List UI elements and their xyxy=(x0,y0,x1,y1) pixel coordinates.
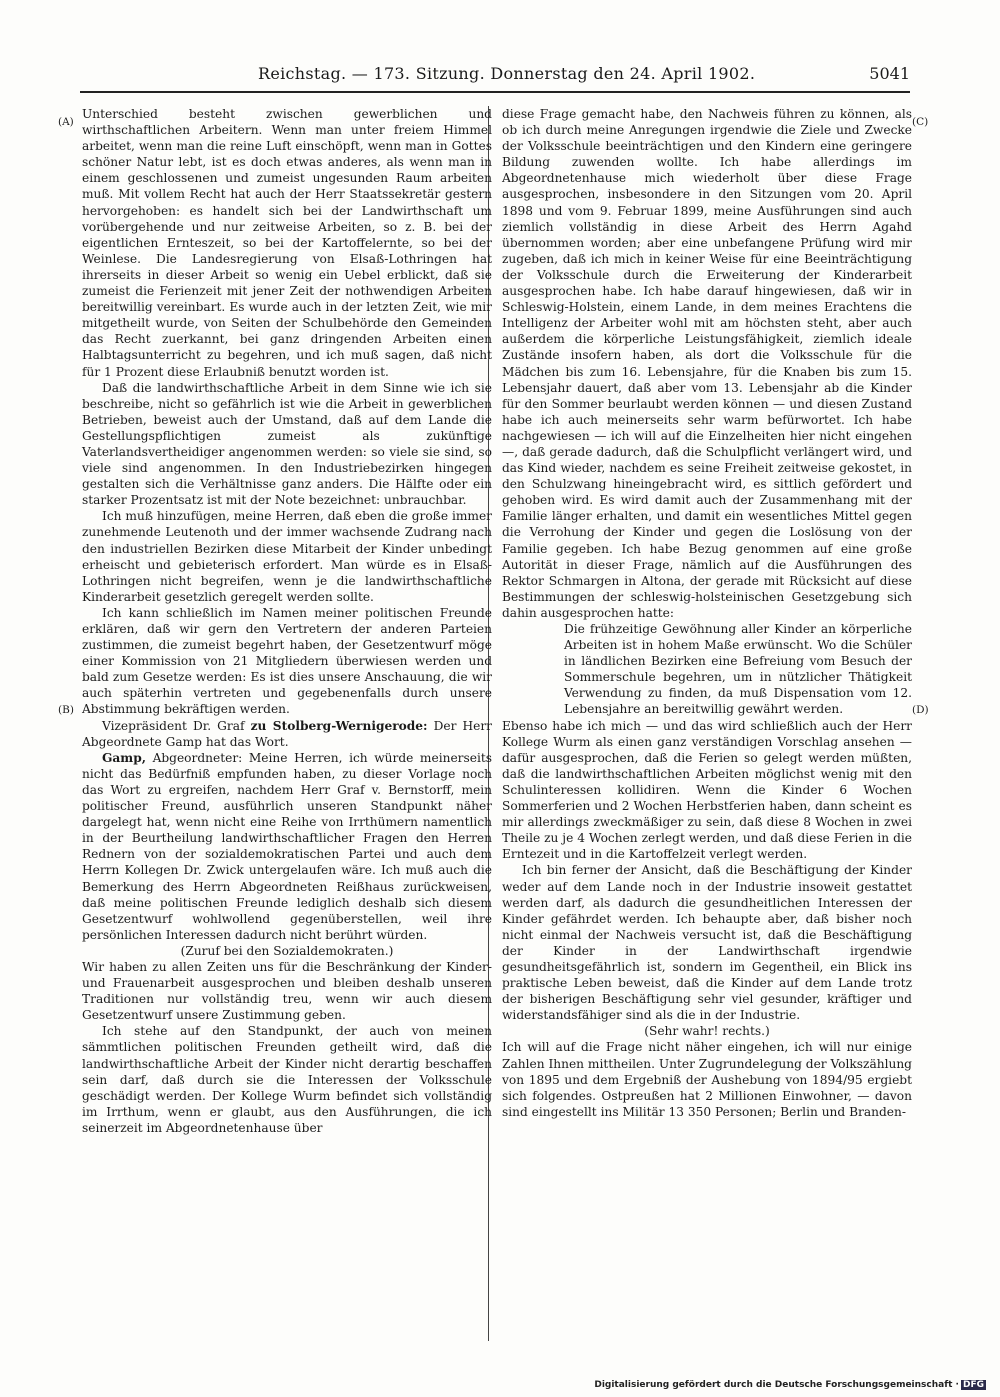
paragraph: Ich bin ferner der Ansicht, daß die Beschäftigung der Kinder weder auf dem Lande noch in der Industrie insoweit gestattet werden darf, als dadurch die gesundheitlichen Interessen der Kinder gefährdet werden. Ich behaupte aber, daß bisher noch nicht einmal der Nachweis versucht ist, daß die Beschäftigung der Kinder in der Landwirthschaft irgendwie gesundheitsgefährlich ist, sondern im Gegentheil, ein Blick ins praktische Leben beweist, daß die Kinder auf dem Lande trotz der bisherigen Beschäftigung sehr viel gesunder, kräftiger und widerstandsfähiger sind als die in der Industrie. xyxy=(502,863,912,1023)
margin-marker-a: (A) xyxy=(58,116,74,128)
speaker-paragraph xyxy=(82,718,492,750)
block-quote: Die frühzeitige Gewöhnung aller Kinder an körperliche Arbeiten ist in hohem Maße erwünscht. Wo die Schüler in ländlichen Bezirken eine Befreiung vom Besuch der Sommerschule begehren, um in nützlicher Thätigkeit Verwendung zu finden, da muß Dispensation vom 12. Lebensjahre an bereitwillig gewährt werden. xyxy=(564,622,912,717)
page-number: 5041 xyxy=(869,64,910,83)
speaker-name: zu Stolberg-Wernigerode: xyxy=(250,718,428,733)
paragraph: Ich will auf die Frage nicht näher eingehen, ich will nur einige Zahlen Ihnen mittheilen. Unter Zugrundelegung der Volkszählung von 1895 und dem Ergebniß der Aushebung von 1894/95 ergiebt sich folgendes. Ostpreußen hat 2 Millionen Einwohner, — davon sind eingestellt ins Militär 13 350 Personen; Berlin und Branden- xyxy=(502,1040,912,1119)
interjection: (Zuruf bei den Sozialdemokraten.) xyxy=(180,943,394,958)
paragraph: Ebenso habe ich mich — und das wird schließlich auch der Herr Kollege Wurm als einen ganz verständigen Vorschlag ansehen — dafür ausgesprochen, daß die Ferien so gelegt werden müßten, daß die landwirthschaftlichen Arbeiten möglichst wenig mit den Schulinteressen kollidiren. Wenn die Kinder 6 Wochen Sommerferien und 2 Wochen Herbstferien haben, dann scheint es mir allerdings zweckmäßiger zu sein, daß diese 8 Wochen in zwei Theile zu je 4 Wochen zerlegt werden, und daß diese Ferien in die Erntezeit und in die Kartoffelzeit verlegt werden. xyxy=(502,718,912,862)
header-rule xyxy=(80,91,910,93)
paragraph: Ich kann schließlich im Namen meiner politischen Freunde erklären, daß wir gern den Vertretern der anderen Parteien zustimmen, die zumeist begehrt haben, der Gesetzentwurf möge einer Kommission von 21 Mitgliedern überwiesen werden und bald zum Gesetze werden: Es ist dies unsere Anschauung, die wir auch späterhin vertreten und gegebenenfalls durch unsere Abstimmung bekräftigen werden. xyxy=(82,605,492,717)
digitization-footer xyxy=(594,1380,986,1390)
paragraph: diese Frage gemacht habe, den Nachweis führen zu können, als ob ich durch meine Anregungen irgendwie die Ziele und Zwecke der Volksschule beeinträchtigen und den Kindern eine geringere Bildung zuwenden wollte. Ich habe allerdings im Abgeordnetenhause mich wiederholt über diese Frage ausgesprochen, insbesondere in den Sitzungen vom 20. April 1898 und vom 9. Februar 1899, meine Ausführungen sind auch ziemlich vollständig in diese Arbeit des Herrn Agahd übernommen worden; aber eine unbefangene Prüfung wird mir zugeben, daß ich mich in keiner Weise für eine Beeinträchtigung der Volksschule durch die Erweiterung der Kinderarbeit ausgesprochen habe. Ich habe darauf hingewiesen, daß wir in Schleswig-Holstein, einem Lande, in dem meines Erachtens die Intelligenz der Arbeiter wohl mit am höchsten steht, aber auch außerdem die körperliche Leistungsfähigkeit, ziemlich ideale Zustände insofern haben, als dort die Volksschule für die Mädchen bis zum 16. Lebensjahre, für die Knaben bis zum 15. Lebensjahr dauert, daß aber vom 13. Lebensjahr ab die Kinder für den Sommer beurlaubt werden können — und diesen Zustand habe ich auch meinerseits sehr warm befürwortet. Ich habe nachgewiesen — ich will auf die Einzelheiten hier nicht eingehen —, daß gerade dadurch, daß die Schulpflicht verlängert wird, und das Kind wieder, nachdem es seine Freiheit zeitweise gekostet, in den Schulzwang hineingebracht wird, es sittlich gefördert und gehoben wird. Es wird damit auch der Zusammenhang mit der Familie länger erhalten, und damit ein wesentliches Mittel gegen die Verrohung der Kinder und gegen die Loslösung von der Familie gegeben. Ich habe Bezug genommen auf eine große Autorität in dieser Frage, nämlich auf die Ausführungen des Rektor Schmargen in Altona, der gerade mit Rücksicht auf diese Bestimmungen der schleswig-holsteinischen Gesetzgebung sich dahin ausgesprochen hatte: xyxy=(502,107,912,620)
paragraph: Ich muß hinzufügen, meine Herren, daß eben die große immer zunehmende Leutenoth und der immer wachsende Zudrang nach den industriellen Bezirken diese Mitarbeit der Kinder unbedingt erheischt und gebieterisch erfordert. Man würde es in Elsaß-Lothringen nicht begreifen, wenn je die landwirthschaftliche Kinderarbeit gesetzlich geregelt werden sollte. xyxy=(82,509,492,604)
interjection: (Sehr wahr! rechts.) xyxy=(644,1024,770,1039)
dfg-logo: DFG xyxy=(962,1380,984,1390)
footer-text: Digitalisierung gefördert durch die Deutsche Forschungsgemeinschaft · xyxy=(594,1380,959,1390)
speaker-title: Vizepräsident Dr. Graf xyxy=(102,718,245,733)
margin-marker-d: (D) xyxy=(912,704,929,716)
paragraph: Wir haben zu allen Zeiten uns für die Beschränkung der Kinder- und Frauenarbeit ausgesprochen und bleiben deshalb unseren Traditionen nur vollständig treu, wenn wir auch diesem Gesetzentwurf unsere Zustimmung geben. xyxy=(82,959,492,1023)
margin-marker-b: (B) xyxy=(58,704,74,716)
margin-marker-c: (C) xyxy=(912,116,929,128)
left-column xyxy=(82,106,492,1136)
right-column xyxy=(502,106,912,1120)
paragraph: Ich stehe auf den Standpunkt, der auch von meinen sämmtlichen politischen Freunden getheilt wird, daß die landwirthschaftliche Arbeit der Kinder nicht derartig beschaffen sein darf, daß durch sie die Interessen der Volksschule geschädigt werden. Der Kollege Wurm befindet sich vollständig im Irrthum, wenn er glaubt, aus den Ausführungen, die ich seinerzeit im Abgeordnetenhause über xyxy=(82,1024,492,1135)
paragraph: Daß die landwirthschaftliche Arbeit in dem Sinne wie ich sie beschreibe, nicht so gefährlich ist wie die Arbeit in gewerblichen Betrieben, beweist auch der Umstand, daß auf dem Lande die Gestellungspflichtigen zumeist als zukünftige Vaterlandsvertheidiger angenommen werden: so viele sie sind, so viele sind angenommen. In den Industriebezirken hingegen gestalten sich die Verhältnisse ganz anders. Die Hälfte oder ein starker Prozentsatz ist mit der Note bezeichnet: unbrauchbar. xyxy=(82,380,492,508)
speaker-text: Der Herr Abgeordnete Gamp hat das Wort. xyxy=(82,718,492,749)
page-header xyxy=(80,64,910,86)
speaker-name: Gamp, xyxy=(102,750,146,765)
speaker-text: Abgeordneter: Meine Herren, ich würde meinerseits nicht das Bedürfniß empfunden haben, zu dieser Vorlage noch das Wort zu ergreifen, nachdem Herr Graf v. Bernstorff, mein politischer Freund, ausführlich unseren Standpunkt näher dargelegt hat, wenn nicht eine Reihe von Irrthümern namentlich in der Beurtheilung landwirthschaftlicher Fragen den Herren Rednern von der sozialdemokratischen Partei und auch dem Herrn Kollegen Dr. Zwick untergelaufen wäre. Ich muß auch die Bemerkung des Herrn Abgeordneten Reißhaus zurückweisen, daß meine politischen Freunde lediglich deshalb sich diesem Gesetzentwurf wohlwollend gegenüberstellen, weil ihre persönlichen Interessen dadurch nicht berührt würden. xyxy=(82,750,493,942)
paragraph: Unterschied besteht zwischen gewerblichen und wirthschaftlichen Arbeitern. Wenn man unter freiem Himmel arbeitet, wenn man die reine Luft einschöpft, wenn man in Gottes schöner Natur lebt, ist es doch etwas anderes, als wenn man in einem geschlossenen und zumeist ungesunden Raum arbeiten muß. Mit vollem Recht hat auch der Herr Staatssekretär gestern hervorgehoben: es handelt sich bei der Landwirthschaft um vorübergehende und nur zeitweise Arbeiten, so z. B. bei der eigentlichen Ernteszeit, so bei der Kartoffelernte, so bei der Weinlese. Die Landesregierung von Elsaß-Lothringen hat ihrerseits in dieser Arbeit so wenig ein Uebel erblickt, daß sie zumeist die Ferienzeit mit jener Zeit der nothwendigen Arbeiten bereitwillig vereinbart. Es wurde auch in der letzten Zeit, wie mir mitgetheilt wurde, von Seiten der Schulbehörde den Gemeinden das Recht zuerkannt, bei ganz dringenden Arbeiten einen Halbtagsunterricht zu begehren, und ich muß sagen, daß nicht für 1 Prozent diese Erlaubniß benutzt worden ist. xyxy=(82,107,492,379)
running-title: Reichstag. — 173. Sitzung. Donnerstag den 24. April 1902. xyxy=(258,64,756,83)
speaker-paragraph xyxy=(82,750,492,943)
